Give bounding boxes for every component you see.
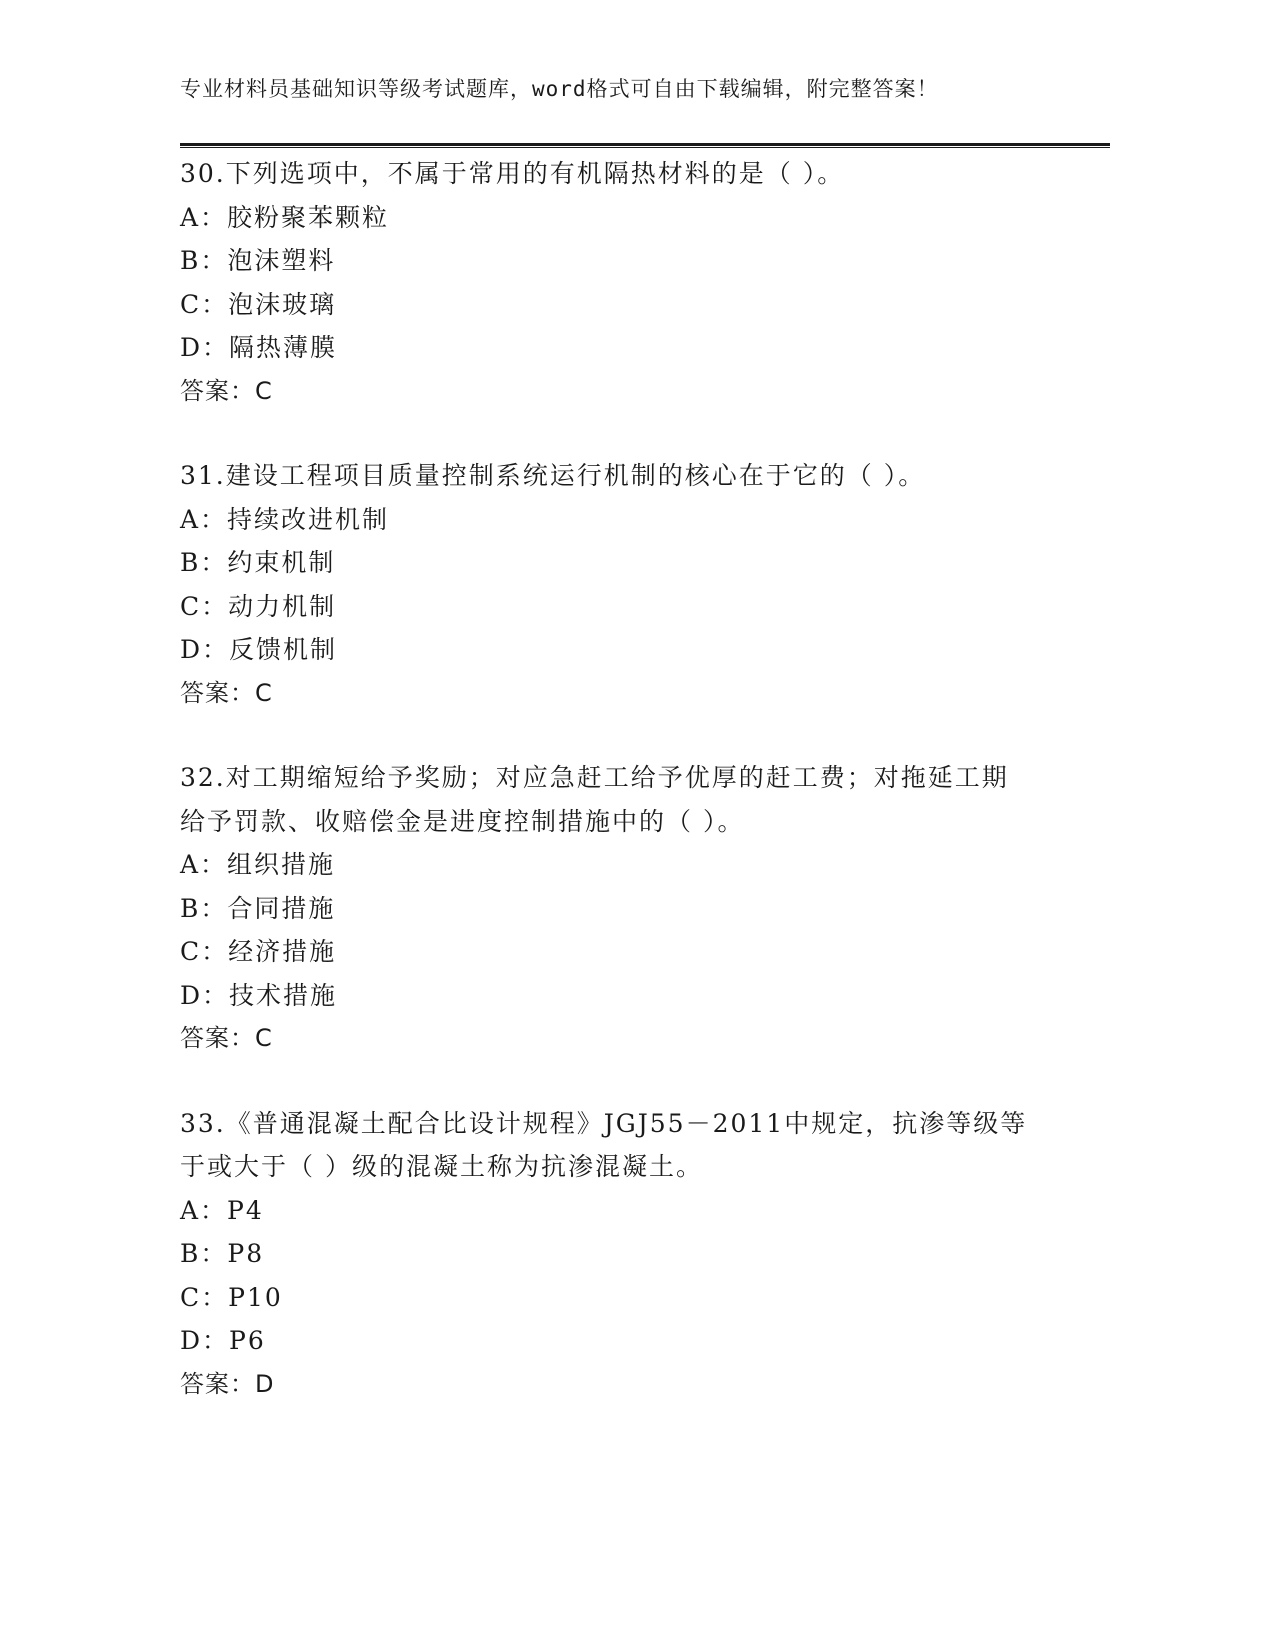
question-30: [180, 152, 1060, 413]
option-b: B：泡沫塑料: [180, 246, 336, 275]
option-c: C：动力机制: [180, 591, 337, 621]
question-stem-line-1: 32.对工期缩短给予奖励；对应急赶工给予优厚的赶工费；对拖延工期: [180, 763, 1009, 792]
option-c: C：经济措施: [180, 937, 337, 966]
option-d: D：P6: [180, 1326, 266, 1355]
option-c: C：泡沫玻璃: [180, 289, 337, 319]
question-31: [180, 454, 1060, 715]
question-stem-line-2: 于或大于（ ）级的混凝土称为抗渗混凝土。: [180, 1152, 703, 1181]
question-stem: 31.建设工程项目质量控制系统运行机制的核心在于它的（ ）。: [180, 461, 926, 490]
answer: 答案：C: [180, 678, 273, 707]
option-b: B：P8: [180, 1239, 265, 1268]
option-d: D：反馈机制: [180, 635, 338, 664]
option-a: A：持续改进机制: [180, 504, 390, 534]
option-a: A：P4: [180, 1195, 264, 1225]
question-stem: 30.下列选项中，不属于常用的有机隔热材料的是（ ）。: [180, 159, 845, 188]
option-a: A：胶粉聚苯颗粒: [180, 202, 390, 232]
question-33: [180, 1102, 1060, 1407]
option-b: B：约束机制: [180, 548, 336, 577]
question-stem-line-2: 给予罚款、收赔偿金是进度控制措施中的（ ）。: [180, 806, 745, 836]
page-header: 专业材料员基础知识等级考试题库，word格式可自由下载编辑，附完整答案！: [180, 77, 939, 101]
option-c: C：P10: [180, 1282, 283, 1312]
option-d: D：技术措施: [180, 980, 338, 1010]
header-divider: [180, 143, 1110, 148]
option-d: D：隔热薄膜: [180, 333, 338, 362]
question-32: [180, 756, 1060, 1061]
question-stem-line-1: 33.《普通混凝土配合比设计规程》JGJ55－2011中规定，抗渗等级等: [180, 1108, 1028, 1138]
option-a: A：组织措施: [180, 850, 336, 879]
answer: 答案：C: [180, 376, 273, 405]
answer: 答案：C: [180, 1024, 273, 1052]
question-list: [180, 152, 1060, 1447]
answer: 答案：D: [180, 1369, 275, 1398]
option-b: B：合同措施: [180, 893, 336, 923]
